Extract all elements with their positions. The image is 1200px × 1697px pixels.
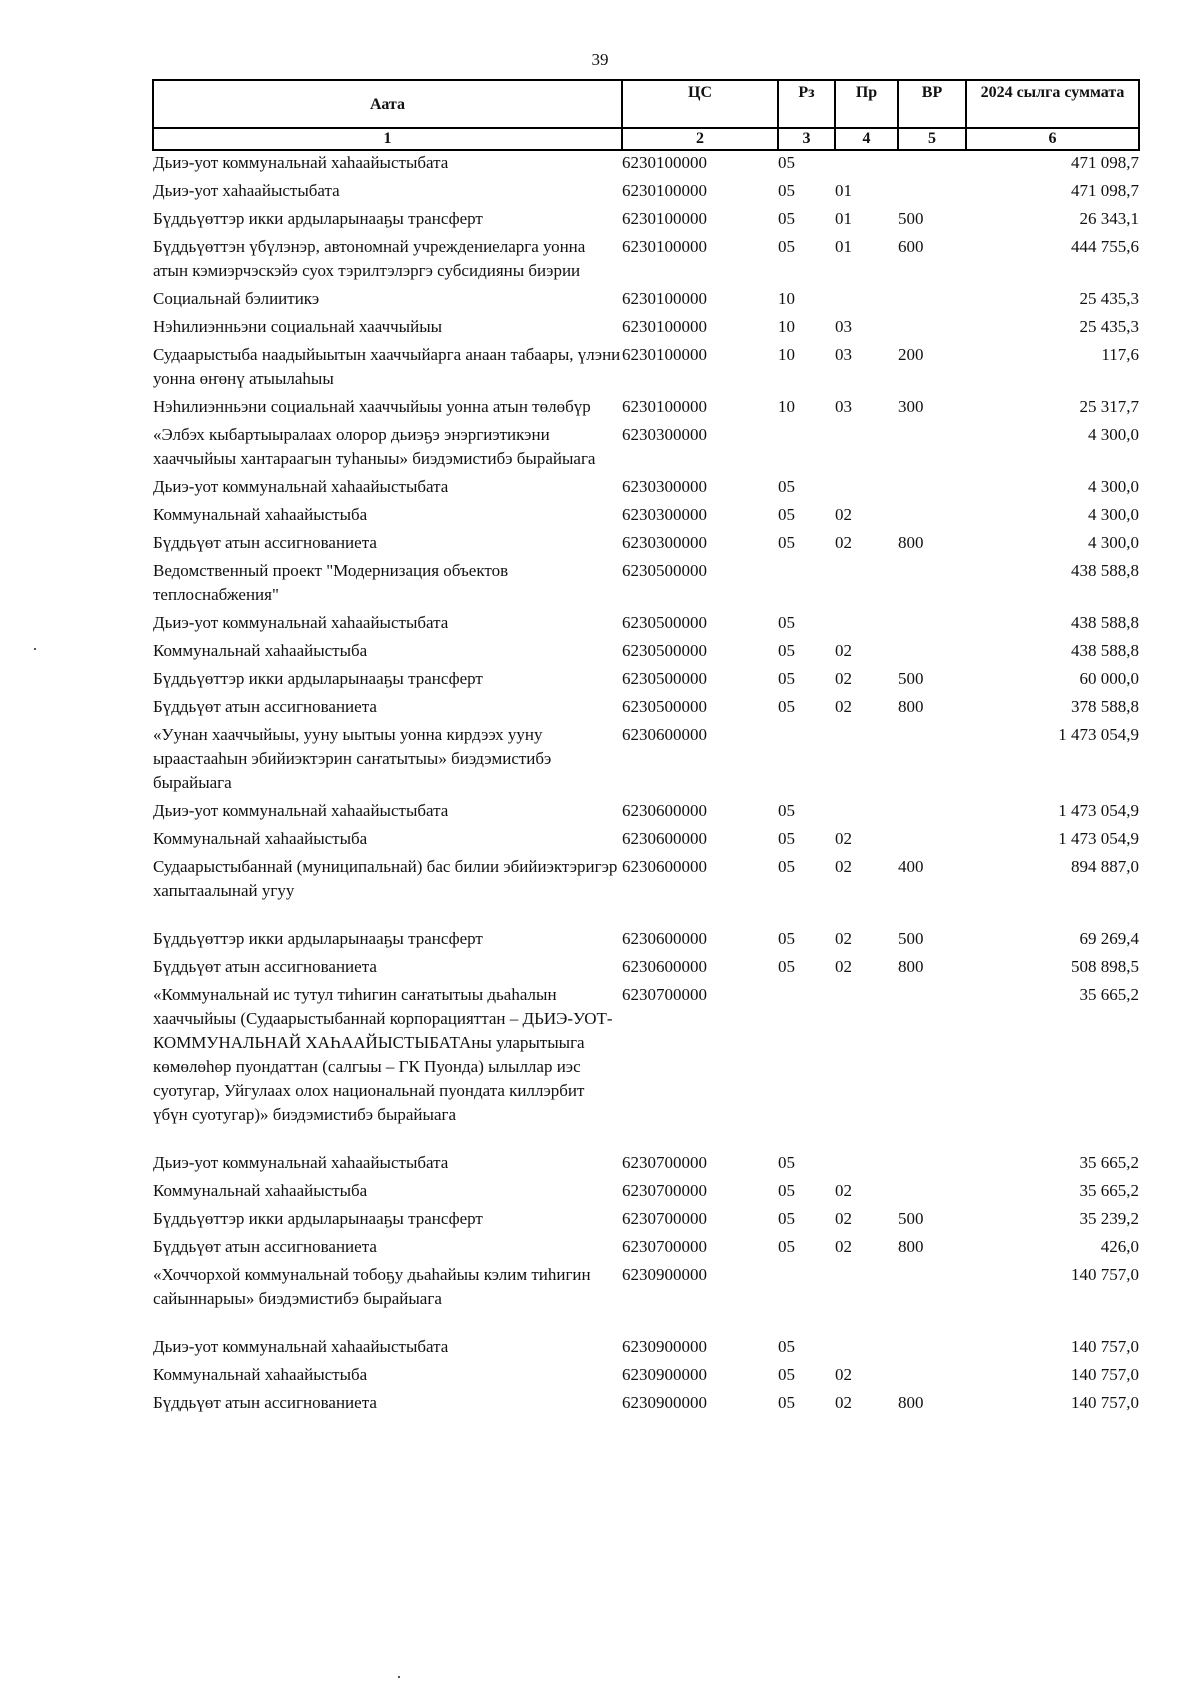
row-rz: 05: [778, 533, 795, 552]
table-row: [153, 1179, 1139, 1207]
row-name: Коммунальнай хаһаайыстыба: [153, 829, 368, 848]
row-rz: 05: [778, 153, 795, 172]
row-name: Бүддьүөттэр икки ардыларынааҕы трансферт: [153, 1209, 483, 1228]
row-sum: 35 239,2: [1079, 1209, 1139, 1228]
row-name: Бүддьүөттэр икки ардыларынааҕы трансферт: [153, 209, 483, 228]
row-vr: [898, 1335, 966, 1363]
table-row: [153, 475, 1139, 503]
row-vr: [898, 503, 966, 531]
table-row: [153, 955, 1139, 983]
row-sum: 4 300,0: [1088, 425, 1139, 444]
row-cs: 6230600000: [622, 957, 707, 976]
row-cs: 6230500000: [622, 669, 707, 688]
row-pr: [835, 1335, 898, 1363]
row-sum: 894 887,0: [1071, 857, 1139, 876]
row-name: Бүддьүөттэр икки ардыларынааҕы трансферт: [153, 929, 483, 948]
table-row: [153, 827, 1139, 855]
row-vr: 200: [898, 345, 924, 364]
row-cs: 6230100000: [622, 345, 707, 364]
row-rz: 05: [778, 505, 795, 524]
row-vr: [898, 150, 966, 179]
table-row: [153, 639, 1139, 667]
row-vr: [898, 179, 966, 207]
row-pr: 02: [835, 1209, 852, 1228]
row-sum: 1 473 054,9: [1058, 829, 1139, 848]
row-cs: 6230100000: [622, 397, 707, 416]
table-row: [153, 150, 1139, 179]
row-cs: 6230900000: [622, 1337, 707, 1356]
row-rz: [778, 559, 835, 611]
row-sum: 4 300,0: [1088, 477, 1139, 496]
table-row: [153, 983, 1139, 1151]
row-rz: 05: [778, 209, 795, 228]
row-pr: 02: [835, 929, 852, 948]
row-pr: 02: [835, 1181, 852, 1200]
row-cs: 6230600000: [622, 929, 707, 948]
row-rz: [778, 983, 835, 1151]
row-rz: 05: [778, 1237, 795, 1256]
table-row: [153, 395, 1139, 423]
row-pr: 03: [835, 317, 852, 336]
row-sum: 140 757,0: [1071, 1365, 1139, 1384]
table-row: [153, 315, 1139, 343]
header-vr: ВР: [898, 80, 966, 128]
row-rz: 05: [778, 1393, 795, 1412]
column-number: 3: [778, 128, 835, 150]
row-vr: 500: [898, 1209, 924, 1228]
table-row: [153, 1207, 1139, 1235]
row-name: Бүддьүөт атын ассигнованиета: [153, 1237, 377, 1256]
row-sum: 4 300,0: [1088, 505, 1139, 524]
header-pr: Пр: [835, 80, 898, 128]
row-cs: 6230600000: [622, 725, 707, 744]
row-vr: 500: [898, 929, 924, 948]
row-pr: 02: [835, 857, 852, 876]
row-name: Коммунальнай хаһаайыстыба: [153, 1181, 368, 1200]
table-row: [153, 531, 1139, 559]
header-cs: ЦС: [622, 80, 778, 128]
row-cs: 6230100000: [622, 317, 707, 336]
row-name: Ведомственный проект "Модернизация объектов теплоснабжения": [153, 561, 509, 604]
scan-speck: [398, 1676, 400, 1678]
row-name: Нэһилиэнньэни социальнай хааччыйыы: [153, 317, 443, 336]
row-rz: 05: [778, 929, 795, 948]
table-row: [153, 1335, 1139, 1363]
row-rz: 05: [778, 1209, 795, 1228]
column-number: 5: [898, 128, 966, 150]
row-sum: 378 588,8: [1071, 697, 1139, 716]
row-vr: [898, 983, 966, 1151]
table-row: [153, 179, 1139, 207]
row-vr: [898, 287, 966, 315]
row-pr: 02: [835, 641, 852, 660]
row-cs: 6230600000: [622, 857, 707, 876]
row-sum: 471 098,7: [1071, 153, 1139, 172]
row-sum: 444 755,6: [1071, 237, 1139, 256]
row-sum: 508 898,5: [1071, 957, 1139, 976]
column-number: 4: [835, 128, 898, 150]
row-rz: 05: [778, 613, 795, 632]
table-row: [153, 207, 1139, 235]
row-rz: [778, 723, 835, 799]
row-pr: [835, 1151, 898, 1179]
row-rz: 05: [778, 1153, 795, 1172]
table-row: [153, 503, 1139, 531]
row-rz: 05: [778, 1365, 795, 1384]
row-name: Бүддьүөттэн үбүлэнэр, автономнай учреждениеларга уонна атын кэмиэрчэскэйэ суох тэрилтэлэргэ субсидияны биэрии: [153, 237, 586, 280]
row-name: «Хоччорхой коммунальнай тобоҕу дьаһайыы кэлим тиһигин сайыннарыы» биэдэмистибэ бырайыага: [153, 1265, 591, 1308]
row-vr: 500: [898, 209, 924, 228]
table-row: [153, 695, 1139, 723]
row-sum: 471 098,7: [1071, 181, 1139, 200]
row-cs: 6230100000: [622, 237, 707, 256]
row-pr: [835, 1263, 898, 1335]
table-row: [153, 343, 1139, 395]
row-name: Нэһилиэнньэни социальнай хааччыйыы уонна атын төлөбүр: [153, 397, 591, 416]
row-cs: 6230100000: [622, 153, 707, 172]
table-row: [153, 1391, 1139, 1419]
row-cs: 6230700000: [622, 1181, 707, 1200]
table-row: [153, 1151, 1139, 1179]
row-cs: 6230600000: [622, 801, 707, 820]
row-rz: 05: [778, 829, 795, 848]
row-pr: 02: [835, 505, 852, 524]
row-sum: 140 757,0: [1071, 1265, 1139, 1284]
row-pr: 02: [835, 1237, 852, 1256]
row-rz: 05: [778, 1337, 795, 1356]
table-row: [153, 611, 1139, 639]
row-rz: 05: [778, 801, 795, 820]
row-vr: [898, 611, 966, 639]
row-pr: 02: [835, 1365, 852, 1384]
column-number-row: [153, 128, 1139, 150]
row-name: Бүддьүөт атын ассигнованиета: [153, 533, 377, 552]
row-name: Дьиэ-уот коммунальнай хаһаайыстыбата: [153, 613, 449, 632]
column-number: 6: [966, 128, 1139, 150]
row-sum: 438 588,8: [1071, 641, 1139, 660]
row-name: Коммунальнай хаһаайыстыба: [153, 505, 368, 524]
row-vr: [898, 799, 966, 827]
row-name: Дьиэ-уот коммунальнай хаһаайыстыбата: [153, 801, 449, 820]
row-sum: 426,0: [1100, 1237, 1139, 1256]
row-name: Коммунальнай хаһаайыстыба: [153, 641, 368, 660]
row-name: Бүддьүөт атын ассигнованиета: [153, 957, 377, 976]
row-vr: [898, 559, 966, 611]
row-sum: 26 343,1: [1079, 209, 1139, 228]
table-row: [153, 1263, 1139, 1335]
header-aata: Аата: [153, 80, 622, 128]
row-pr: [835, 611, 898, 639]
row-pr: 02: [835, 957, 852, 976]
row-vr: 300: [898, 397, 924, 416]
row-cs: 6230900000: [622, 1265, 707, 1284]
row-vr: [898, 639, 966, 667]
header-sum-2024: 2024 сылга суммата: [966, 80, 1139, 128]
table-body: [153, 150, 1139, 1419]
row-rz: 05: [778, 669, 795, 688]
table-row: [153, 1363, 1139, 1391]
row-sum: 25 435,3: [1079, 289, 1139, 308]
row-pr: [835, 983, 898, 1151]
row-cs: 6230300000: [622, 477, 707, 496]
table-row: [153, 423, 1139, 475]
row-vr: [898, 1151, 966, 1179]
row-rz: 05: [778, 641, 795, 660]
row-rz: 05: [778, 697, 795, 716]
row-name: Судаарыстыбаннай (муниципальнай) бас билии эбийиэктэригэр хапытаалынай угуу: [153, 857, 618, 900]
row-pr: 03: [835, 345, 852, 364]
row-name: Бүддьүөт атын ассигнованиета: [153, 1393, 377, 1412]
row-sum: 60 000,0: [1079, 669, 1139, 688]
row-rz: 10: [778, 317, 795, 336]
row-name: Социальнай бэлиитикэ: [153, 289, 320, 308]
budget-table: [152, 79, 1140, 1419]
row-name: Коммунальнай хаһаайыстыба: [153, 1365, 368, 1384]
row-cs: 6230700000: [622, 1237, 707, 1256]
row-cs: 6230600000: [622, 829, 707, 848]
row-cs: 6230700000: [622, 985, 707, 1004]
table-row: [153, 799, 1139, 827]
header-rz: Рз: [778, 80, 835, 128]
row-cs: 6230900000: [622, 1365, 707, 1384]
row-sum: 35 665,2: [1079, 1181, 1139, 1200]
row-cs: 6230500000: [622, 613, 707, 632]
row-pr: [835, 150, 898, 179]
table-row: [153, 235, 1139, 287]
row-cs: 6230500000: [622, 697, 707, 716]
table-row: [153, 855, 1139, 927]
row-pr: [835, 475, 898, 503]
row-name: «Коммунальнай ис тутул тиһигин саҥатытыы дьаһалын хааччыйыы (Судаарыстыбаннай корпорацияттан – ДЬИЭ-УОТ-КОММУНАЛЬНАЙ ХАҺААЙЫСТЫБАТАны уларытыыга көмөлөһөр пуондаттан (салгыы – ГК Пуонда) ылыллар иэс суотугар, Уйгулаах олох национальнай пуондата киллэрбит үбүн суотугар)» биэдэмистибэ бырайыага: [153, 985, 613, 1124]
row-vr: 600: [898, 237, 924, 256]
row-vr: [898, 1363, 966, 1391]
row-pr: [835, 423, 898, 475]
row-vr: [898, 723, 966, 799]
row-rz: 05: [778, 237, 795, 256]
row-pr: 01: [835, 209, 852, 228]
row-name: Дьиэ-уот коммунальнай хаһаайыстыбата: [153, 1153, 449, 1172]
row-vr: 800: [898, 1237, 924, 1256]
row-vr: [898, 475, 966, 503]
row-cs: 6230300000: [622, 505, 707, 524]
row-sum: 1 473 054,9: [1058, 725, 1139, 744]
row-rz: 10: [778, 345, 795, 364]
row-sum: 4 300,0: [1088, 533, 1139, 552]
row-pr: 03: [835, 397, 852, 416]
page-number: 39: [591, 50, 609, 69]
row-sum: 117,6: [1101, 345, 1139, 364]
row-sum: 35 665,2: [1079, 1153, 1139, 1172]
row-rz: 05: [778, 857, 795, 876]
row-rz: [778, 423, 835, 475]
row-sum: 438 588,8: [1071, 613, 1139, 632]
row-cs: 6230100000: [622, 289, 707, 308]
row-pr: [835, 723, 898, 799]
row-cs: 6230500000: [622, 561, 707, 580]
row-rz: [778, 1263, 835, 1335]
row-sum: 140 757,0: [1071, 1393, 1139, 1412]
header-row: [153, 80, 1139, 128]
row-sum: 25 317,7: [1079, 397, 1139, 416]
row-cs: 6230100000: [622, 181, 707, 200]
row-pr: 02: [835, 533, 852, 552]
row-pr: 02: [835, 1393, 852, 1412]
row-cs: 6230300000: [622, 533, 707, 552]
row-pr: 01: [835, 181, 852, 200]
row-rz: 10: [778, 397, 795, 416]
row-name: Судаарыстыба наадыйыытын хааччыйарга анаан табаары, үлэни уонна өҥөнү атыылаһыы: [153, 345, 621, 388]
column-number: 1: [153, 128, 622, 150]
row-sum: 69 269,4: [1079, 929, 1139, 948]
row-vr: [898, 423, 966, 475]
row-rz: 05: [778, 957, 795, 976]
row-vr: [898, 1179, 966, 1207]
table-row: [153, 723, 1139, 799]
row-pr: [835, 559, 898, 611]
row-vr: [898, 1263, 966, 1335]
row-name: «Элбэх кыбартыыралаах олорор дьиэҕэ энэргиэтикэни хааччыйыы хантараагын туһаныы» биэдэмистибэ бырайыага: [153, 425, 596, 468]
table-row: [153, 927, 1139, 955]
column-number: 2: [622, 128, 778, 150]
row-pr: [835, 799, 898, 827]
row-name: Бүддьүөт атын ассигнованиета: [153, 697, 377, 716]
row-pr: 02: [835, 669, 852, 688]
scan-speck: [34, 648, 36, 650]
row-vr: 800: [898, 957, 924, 976]
row-name: Бүддьүөттэр икки ардыларынааҕы трансферт: [153, 669, 483, 688]
row-name: Дьиэ-уот коммунальнай хаһаайыстыбата: [153, 1337, 449, 1356]
row-cs: 6230100000: [622, 209, 707, 228]
row-rz: 05: [778, 1181, 795, 1200]
table-row: [153, 559, 1139, 611]
row-sum: 438 588,8: [1071, 561, 1139, 580]
row-vr: 800: [898, 1393, 924, 1412]
row-cs: 6230900000: [622, 1393, 707, 1412]
row-cs: 6230700000: [622, 1209, 707, 1228]
row-vr: [898, 315, 966, 343]
row-sum: 25 435,3: [1079, 317, 1139, 336]
row-rz: 10: [778, 289, 795, 308]
row-pr: 02: [835, 829, 852, 848]
row-vr: 500: [898, 669, 924, 688]
row-vr: 800: [898, 697, 924, 716]
row-vr: 400: [898, 857, 924, 876]
row-vr: 800: [898, 533, 924, 552]
table-row: [153, 287, 1139, 315]
row-pr: 02: [835, 697, 852, 716]
row-name: Дьиэ-уот коммунальнай хаһаайыстыбата: [153, 153, 449, 172]
table-row: [153, 667, 1139, 695]
row-rz: 05: [778, 477, 795, 496]
row-rz: 05: [778, 181, 795, 200]
row-cs: 6230500000: [622, 641, 707, 660]
row-name: Дьиэ-уот хаһаайыстыбата: [153, 181, 340, 200]
row-cs: 6230700000: [622, 1153, 707, 1172]
row-name: «Уунан хааччыйыы, ууну ыытыы уонна кирдээх ууну ыраастааһын эбийиэктэрин саҥатытыы» биэдэмистибэ бырайыага: [153, 725, 552, 792]
row-pr: 01: [835, 237, 852, 256]
row-sum: 140 757,0: [1071, 1337, 1139, 1356]
row-vr: [898, 827, 966, 855]
table-row: [153, 1235, 1139, 1263]
row-cs: 6230300000: [622, 425, 707, 444]
row-pr: [835, 287, 898, 315]
row-sum: 35 665,2: [1079, 985, 1139, 1004]
row-name: Дьиэ-уот коммунальнай хаһаайыстыбата: [153, 477, 449, 496]
row-sum: 1 473 054,9: [1058, 801, 1139, 820]
